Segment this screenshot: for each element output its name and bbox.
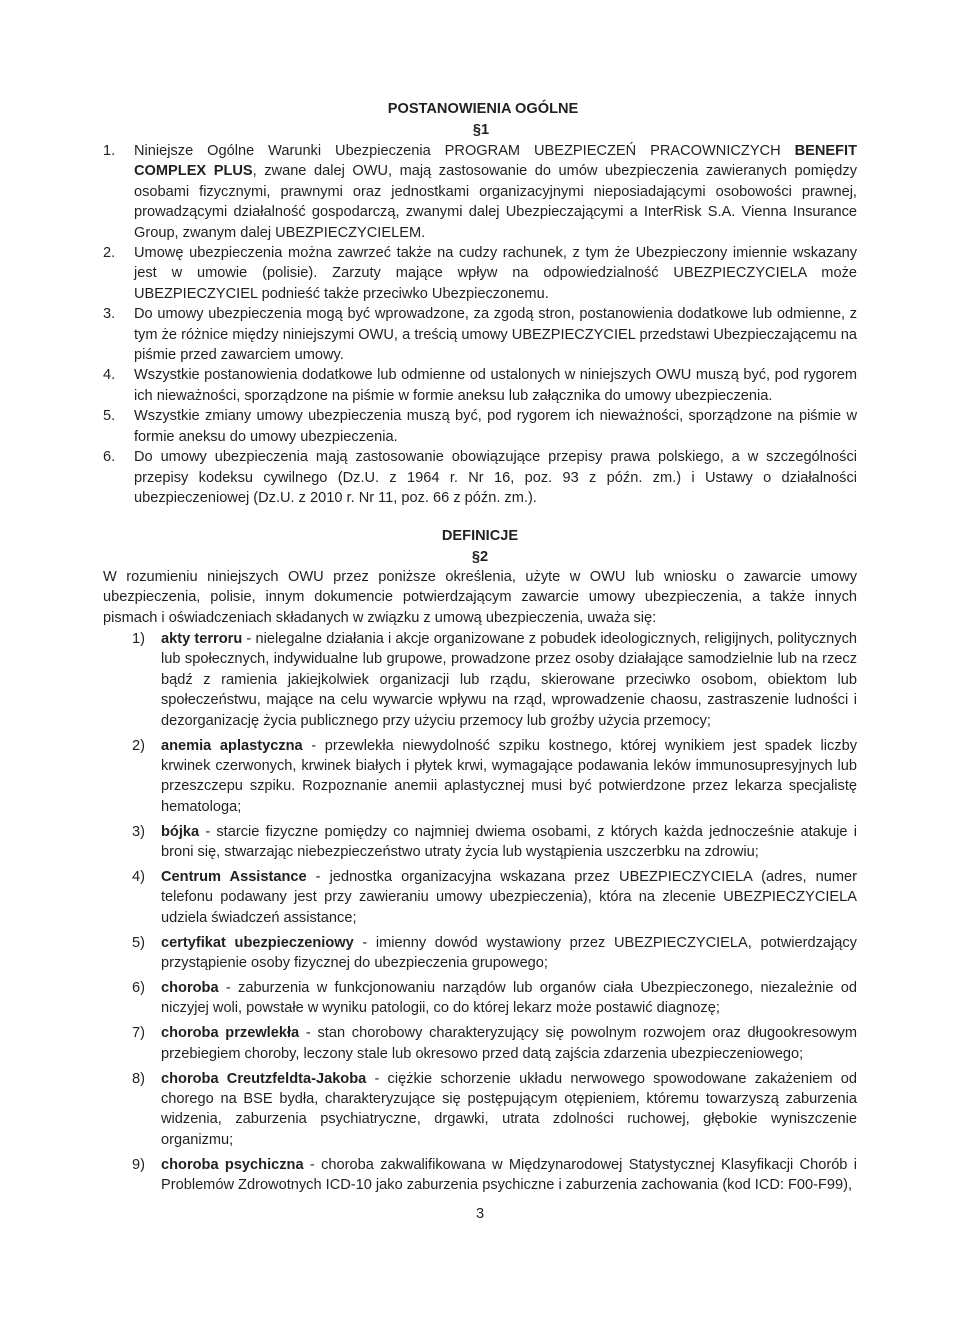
definition-number: 6) [132, 980, 145, 996]
provision-item [103, 304, 857, 365]
page-number: 3 [475, 1206, 485, 1222]
definition-number: 4) [132, 868, 145, 885]
definition-number: 1) [132, 631, 145, 647]
definition-number: 5) [132, 934, 145, 951]
definition-text: - nielegalne działania i akcje organizowane z pobudek ideologicznych, religijnych, politycznych lub społecznych, indywidualne lub grupowe, prowadzone przez osoby działające samodzielnie lub na rzecz bądź z ramienia jakiejkolwiek organizacji lub rządu, skierowane przeciwko osobom, obiektom lub społeczeństwu, mające na celu wywarcie wpływu na rząd, wprowadzenie chaosu, zastraszenie ludności i dezorganizację życia publicznego przy użyciu przemocy lub groźby użycia przemocy; [161, 631, 858, 729]
provision-text: Niniejsze Ogólne Warunki Ubezpieczenia PROGRAM UBEZPIECZEŃ PRACOWNICZYCH [134, 143, 795, 159]
definition-term: choroba psychiczna [161, 1156, 304, 1173]
definition-number: 8) [132, 1070, 145, 1087]
definition-item [103, 736, 857, 818]
provision-item [103, 447, 857, 508]
definition-item [103, 822, 857, 863]
provision-number: 6. [103, 449, 116, 466]
definition-text: - imienny dowód wystawiony przez UBEZPIECZYCIELA, potwierdzający przystąpienie osoby fizycznej do ubezpieczenia grupowego; [161, 934, 857, 972]
provision-number: 3. [103, 306, 116, 323]
definition-text: - starcie fizyczne pomiędzy co najmniej dwiema osobami, z których każda jednocześnie atakuje i broni się, stwarzając niebezpieczeństwo utraty życia lub wystąpienia uszczerbku na zdrowiu; [161, 823, 857, 861]
definition-term: bójka [161, 823, 200, 840]
definitions-intro: W rozumieniu niniejszych OWU przez poniższe określenia, użyte w OWU lub wniosku o zawarcie umowy ubezpieczenia, polisie, innym dokumencie potwierdzającym zawarcie umowy ubezpieczenia, a także innych pismach i oświadczeniach składanych w związku z umową ubezpieczenia, uważa się: [103, 569, 857, 626]
definition-number: 3) [132, 823, 145, 840]
definition-text: - zaburzenia w funkcjonowaniu narządów lub organów ciała Ubezpieczonego, niezależnie od niczyjej woli, powstałe w wyniku patologii, co do której lekarz może postawić diagnozę; [161, 980, 857, 1017]
paragraph-mark-1: §1 [472, 122, 490, 138]
program-name: BENEFIT COMPLEX PLUS [134, 143, 857, 180]
definition-term: choroba Creutzfeldta-Jakoba [161, 1070, 367, 1087]
definition-term: certyfikat ubezpieczeniowy [161, 934, 354, 951]
definition-item [103, 1155, 857, 1196]
definition-item [103, 629, 857, 731]
definition-text: - jednostka organizacyjna wskazana przez UBEZPIECZYCIELA (adres, numer telefonu podawany jest przy zawieraniu umowy ubezpieczenia), która na zlecenie UBEZPIECZYCIELA udziela świadczeń assistance; [161, 868, 857, 926]
general-provisions-list [103, 141, 857, 508]
provision-text: Wszystkie zmiany umowy ubezpieczenia muszą być, pod rygorem ich nieważności, sporządzone na piśmie w formie aneksu do umowy ubezpieczenia. [134, 408, 857, 445]
definition-term: akty terroru [161, 631, 243, 647]
definition-item [103, 1023, 857, 1064]
definition-number: 7) [132, 1025, 145, 1042]
provision-number: 1. [103, 143, 116, 159]
definition-text: - ciężkie schorzenie układu nerwowego spowodowane zakażeniem od chorego na BSE bydła, charakteryzujące się postępującym otępieniem, któremu towarzyszą zaburzenia widzenia, zaburzenia psychiatryczne, drgawki, utrata zdolności ruchowej, głębokie wyniszczenie organizmu; [161, 1070, 858, 1148]
definitions-list [103, 629, 857, 1200]
definition-item [103, 867, 857, 928]
provision-text: , zwane dalej OWU, mają zastosowanie do umów ubezpieczenia zawieranych pomiędzy osobami fizycznymi, prawnymi oraz jednostkami organizacyjnymi nieposiadającymi osobowości prawnej, prowadzącymi działalność gospodarczą, zwanymi dalej Ubezpieczającymi a InterRisk S.A. Vienna Insurance Group, zwanym dalej UBEZPIECZYCIELEM. [134, 163, 858, 241]
provision-text: Do umowy ubezpieczenia mogą być wprowadzone, za zgodą stron, postanowienia dodatkowe lub odmienne, z tym że różnice między niniejszymi OWU, a treścią umowy UBEZPIECZYCIEL przedstawi Ubezpieczającemu na piśmie przed zawarciem umowy. [134, 306, 857, 364]
definition-term: Centrum Assistance [161, 868, 307, 885]
provision-text: Do umowy ubezpieczenia mają zastosowanie obowiązujące przepisy prawa polskiego, a w szczególności przepisy kodeksu cywilnego (Dz.U. z 1964 r. Nr 16, poz. 93 z późn. zm.) i Ustawy o działalności ubezpieczeniowej (Dz.U. z 2010 r. Nr 11, poz. 66 z późn. zm.). [134, 449, 857, 506]
definition-term: choroba przewlekła [161, 1025, 300, 1042]
definition-text: - przewlekła niewydolność szpiku kostnego, której wynikiem jest spadek liczby krwinek czerwonych, krwinek białych i płytek krwi, wymagające podawania leków immunosupresyjnych lub przeszczepu szpiku. Rozpoznanie anemii aplastycznej musi być potwierdzone przez lekarza specjalistę hematologa; [161, 737, 857, 815]
provision-number: 2. [103, 245, 116, 262]
definition-term: anemia aplastyczna [161, 737, 303, 754]
provision-text: Wszystkie postanowienia dodatkowe lub odmienne od ustalonych w niniejszych OWU muszą być, pod rygorem ich nieważności, sporządzone na piśmie w formie aneksu lub załącznika do umowy ubezpieczenia. [134, 367, 857, 404]
definition-term: choroba [161, 980, 219, 996]
definition-item [103, 1069, 857, 1151]
definition-text: - stan chorobowy charakteryzujący się powolnym rozwojem oraz długookresowym przebiegiem choroby, leczony stale lub okresowo przed datą zajścia zdarzenia ubezpieczeniowego; [161, 1025, 857, 1062]
provision-text: Umowę ubezpieczenia można zawrzeć także na cudzy rachunek, z tym że Ubezpieczony imiennie wskazany jest w umowie (polisie). Zarzuty mające wpływ na odpowiedzialność UBEZPIECZYCIELA może UBEZPIECZYCIEL podnieść także przeciwko Ubezpieczonemu. [134, 245, 857, 302]
definition-item [103, 978, 857, 1019]
paragraph-mark-2: §2 [471, 549, 489, 565]
definition-text: - choroba zakwalifikowana w Międzynarodowej Statystycznej Klasyfikacji Chorób i Problemów Zdrowotnych ICD-10 jako zaburzenia psychiczne i zaburzenia zachowania (kod ICD: F00-F99), [161, 1156, 857, 1194]
provision-number: 5. [103, 408, 116, 425]
section-heading-definitions: DEFINICJE [441, 528, 519, 544]
provision-item [103, 141, 857, 243]
provision-item [103, 406, 857, 447]
provision-number: 4. [103, 367, 116, 384]
definition-number: 9) [132, 1156, 145, 1173]
definition-item [103, 933, 857, 974]
section-heading-general-provisions: POSTANOWIENIA OGÓLNE [387, 101, 579, 117]
provision-item [103, 243, 857, 304]
definition-number: 2) [132, 737, 145, 754]
provision-item [103, 365, 857, 406]
